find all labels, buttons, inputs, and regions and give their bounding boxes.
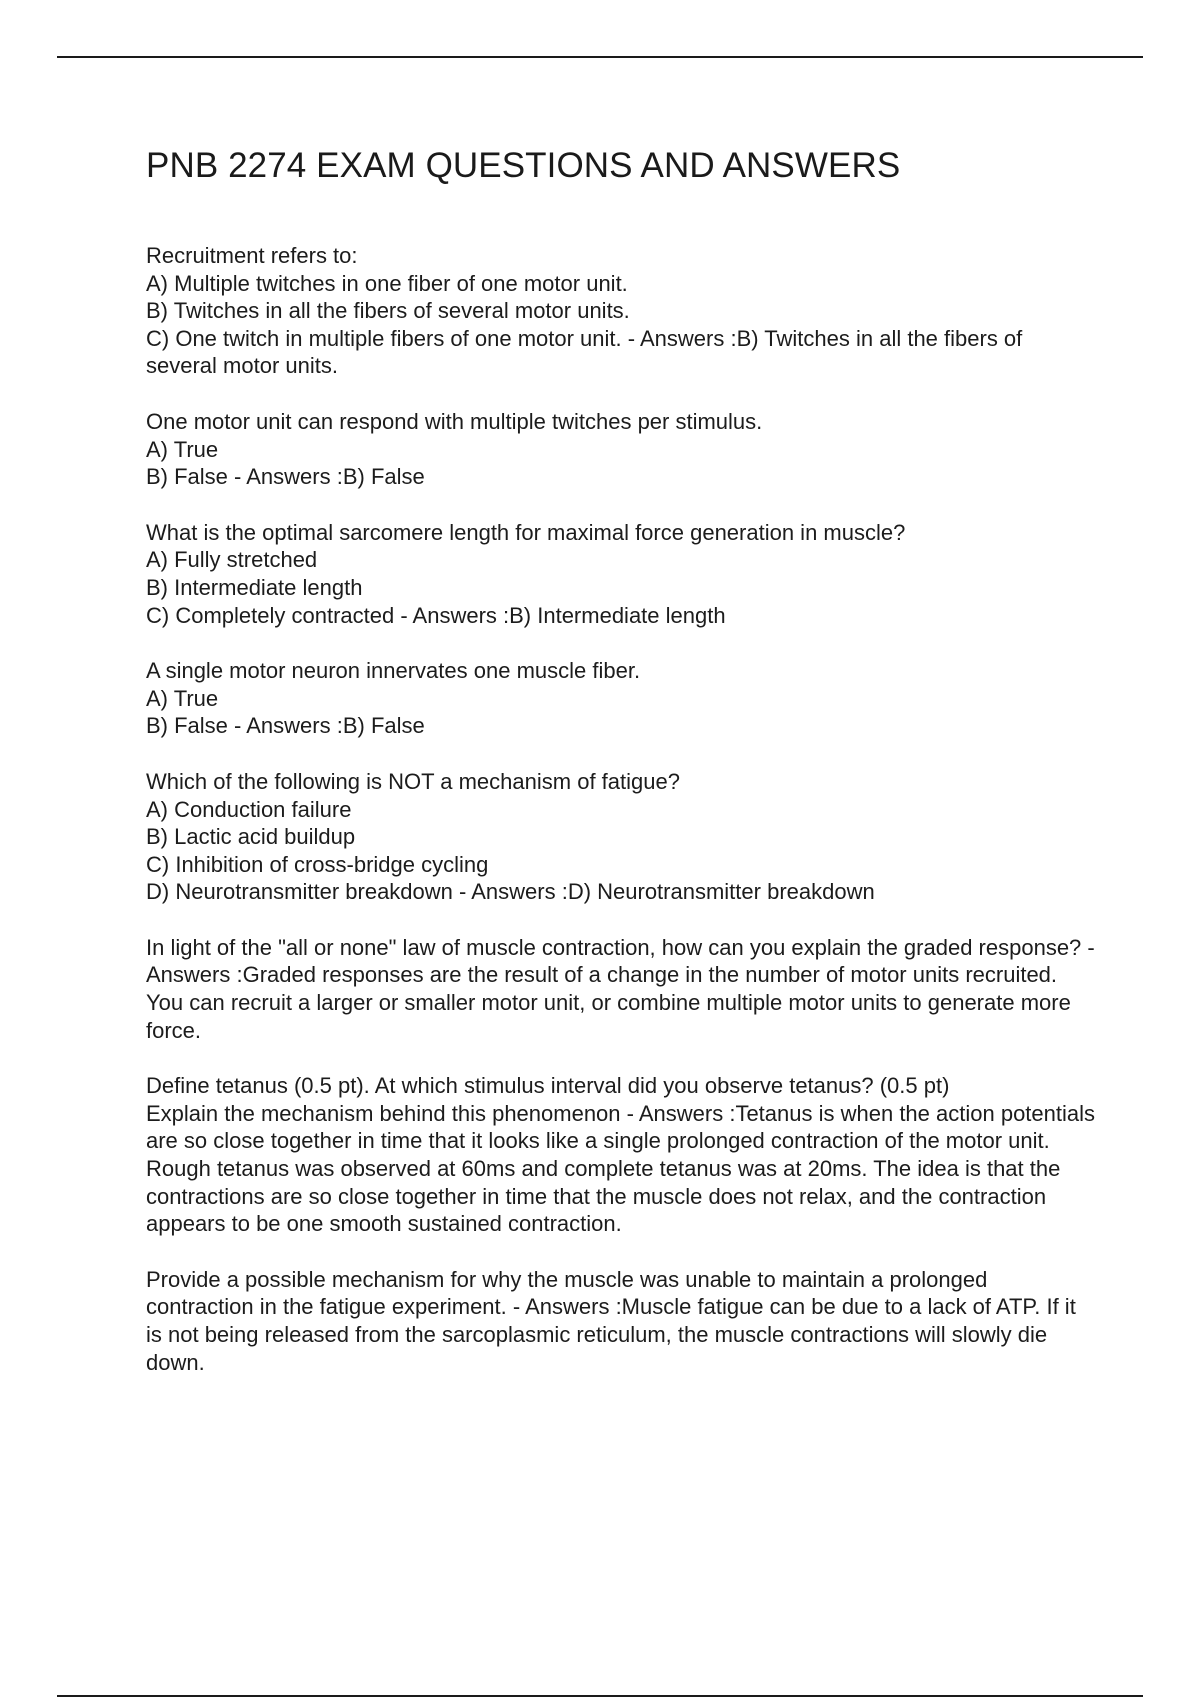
question-text: Recruitment refers to: [146, 243, 358, 268]
question-text: Define tetanus (0.5 pt). At which stimulus interval did you observe tetanus? (0.5 pt) [146, 1073, 950, 1099]
question-text: What is the optimal sarcomere length for maximal force generation in muscle? [146, 519, 906, 545]
question-text: A single motor neuron innervates one muscle fiber. [146, 658, 641, 684]
answer-option-with-answer: C) Completely contracted - Answers :B) Intermediate length [146, 602, 726, 628]
qa-item-motor-neuron [146, 657, 1096, 740]
top-rule [57, 56, 1143, 58]
answer-option-with-answer: D) Neurotransmitter breakdown - Answers :D) Neurotransmitter breakdown [146, 879, 875, 905]
bottom-rule [57, 1695, 1143, 1697]
question-and-answer-text: Provide a possible mechanism for why the muscle was unable to maintain a prolonged contraction in the fatigue experiment. - Answers :Muscle fatigue can be due to a lack of ATP. If it is not being released from the sarcoplasmic reticulum, the muscle contractions will slowly die down. [146, 1266, 1076, 1375]
question-text: Which of the following is NOT a mechanism of fatigue? [146, 768, 680, 794]
answer-option-with-answer: B) False - Answers :B) False [146, 464, 425, 490]
qa-item-fatigue-mechanism [146, 768, 1096, 906]
answer-option: B) Twitches in all the fibers of several motor units. [146, 298, 630, 324]
answer-option: C) Inhibition of cross-bridge cycling [146, 851, 489, 877]
qa-item-tetanus [146, 1072, 1096, 1238]
answer-option: A) Conduction failure [146, 796, 352, 822]
answer-option: B) Intermediate length [146, 574, 363, 600]
qa-item-recruitment [146, 242, 1096, 380]
document-title: PNB 2274 EXAM QUESTIONS AND ANSWERS [146, 146, 901, 185]
answer-option: A) Fully stretched [146, 547, 318, 573]
answer-option: A) True [146, 436, 219, 462]
qa-item-prolonged-contraction [146, 1266, 1096, 1376]
answer-option: A) True [146, 685, 219, 711]
answer-option-with-answer: B) False - Answers :B) False [146, 713, 425, 739]
qa-item-sarcomere-length [146, 519, 1096, 629]
qa-list [146, 242, 1096, 1404]
question-text: One motor unit can respond with multiple twitches per stimulus. [146, 408, 763, 434]
qa-item-graded-response [146, 934, 1096, 1044]
answer-option: B) Lactic acid buildup [146, 824, 356, 850]
qa-item-motor-unit-twitches [146, 408, 1096, 491]
question-and-answer-text: In light of the "all or none" law of muscle contraction, how can you explain the graded response? - Answers :Graded responses are the result of a change in the number of motor units recruited. You can recruit a larger or smaller motor unit, or combine multiple motor units to generate more force. [146, 934, 1095, 1043]
answer-option-with-answer: C) One twitch in multiple fibers of one motor unit. - Answers :B) Twitches in all the fibers of several motor units. [146, 325, 1023, 379]
question-and-answer-text: Explain the mechanism behind this phenomenon - Answers :Tetanus is when the action potentials are so close together in time that it looks like a single prolonged contraction of the motor unit. Rough tetanus was observed at 60ms and complete tetanus was at 20ms. The idea is that the contractions are so close together in time that the muscle does not relax, and the contraction appears to be one smooth sustained contraction. [146, 1100, 1096, 1237]
answer-option: A) Multiple twitches in one fiber of one motor unit. [146, 270, 628, 296]
